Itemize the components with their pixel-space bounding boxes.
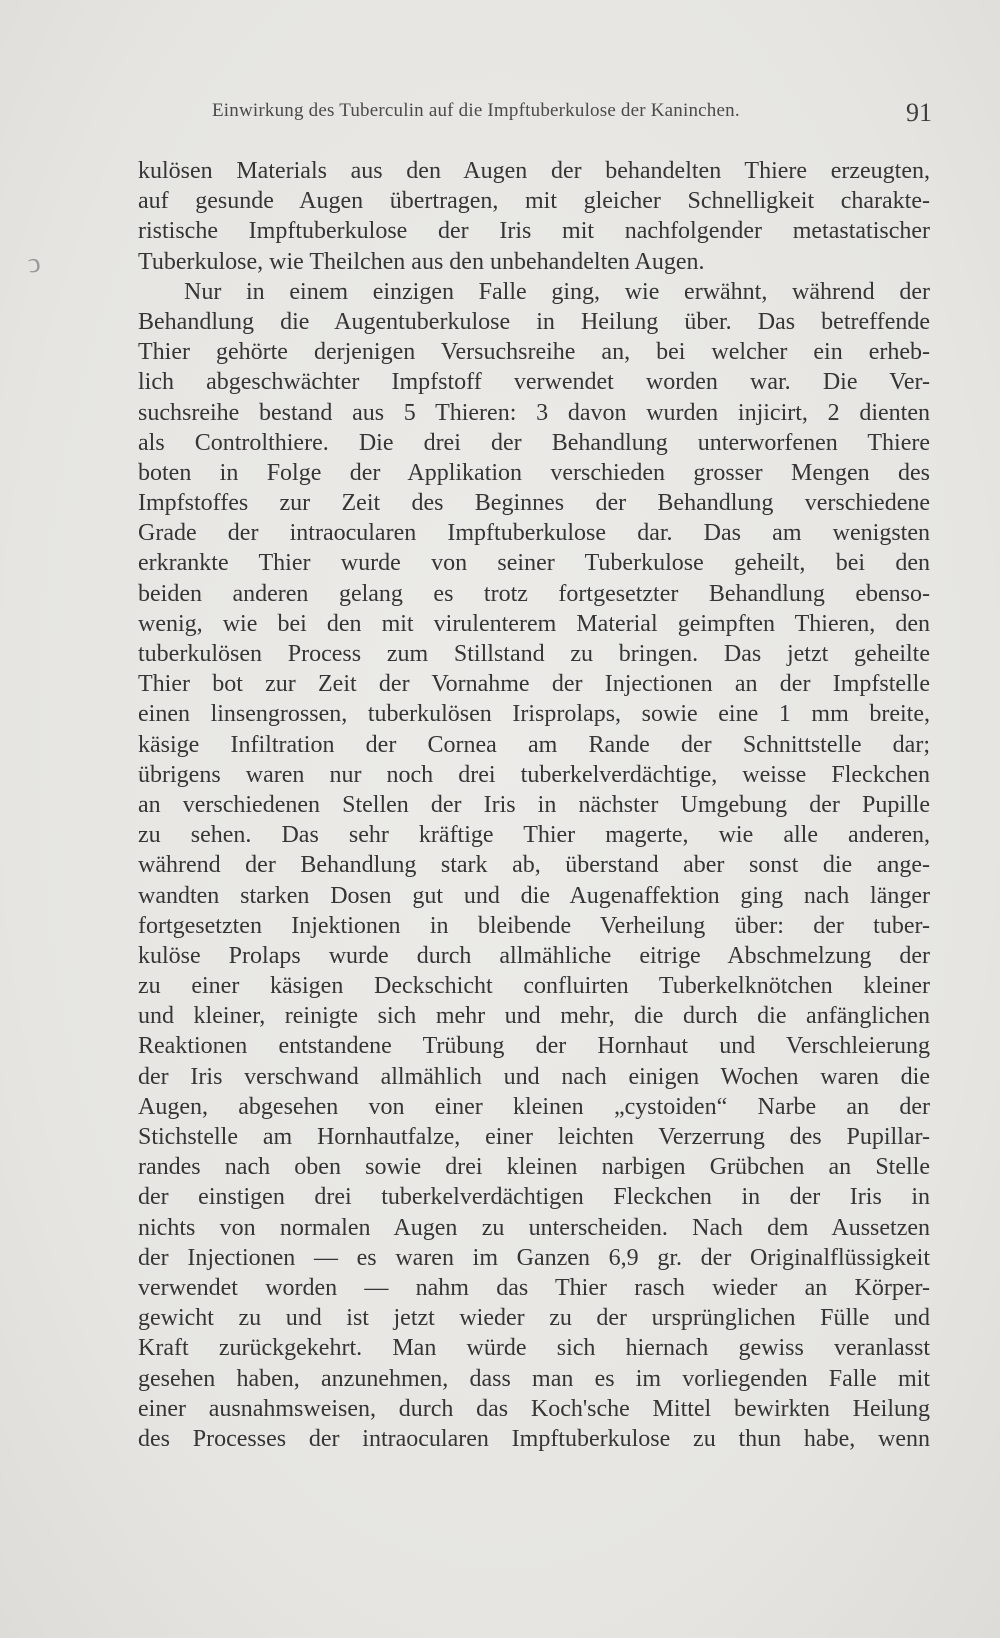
text-line: randes nach oben sowie drei kleinen narbigen Grübchen an Stelle: [138, 1154, 930, 1181]
text-line: ristische Impftuberkulose der Iris mit nachfolgender metastatischer: [138, 218, 930, 245]
running-title: Einwirkung des Tuberculin auf die Impftuberkulose der Kaninchen.: [212, 100, 740, 121]
text-line: des Processes der intraocularen Impftuberkulose zu thun habe, wenn: [138, 1425, 930, 1452]
text-line: als Controlthiere. Die drei der Behandlung unterworfenen Thiere: [138, 429, 930, 456]
text-line: auf gesunde Augen übertragen, mit gleicher Schnelligkeit charakte-: [138, 188, 930, 215]
text-line: einer ausnahmsweisen, durch das Koch'sche Mittel bewirkten Heilung: [138, 1395, 930, 1422]
text-line: Grade der intraocularen Impftuberkulose dar. Das am wenigsten: [138, 520, 930, 547]
page-header: [200, 96, 940, 136]
text-line: wenig, wie bei den mit virulenterem Material geimpften Thieren, den: [138, 610, 930, 637]
text-line: übrigens waren nur noch drei tuberkelverdächtige, weisse Fleckchen: [138, 761, 930, 788]
text-line: während der Behandlung stark ab, überstand aber sonst die ange-: [138, 852, 930, 879]
text-line: fortgesetzten Injektionen in bleibende Verheilung über: der tuber-: [138, 912, 930, 939]
text-line: tuberkulösen Process zum Stillstand zu bringen. Das jetzt geheilte: [138, 641, 930, 667]
page-number: 91: [906, 98, 932, 127]
text-line: Impfstoffes zur Zeit des Beginnes der Behandlung verschiedene: [138, 490, 930, 517]
body-text: [138, 156, 930, 1454]
text-line: nichts von normalen Augen zu unterscheiden. Nach dem Aussetzen: [138, 1214, 930, 1241]
text-line: zu einer käsigen Deckschicht confluirten Tuberkelknötchen kleiner: [138, 973, 930, 1000]
text-line: beiden anderen gelang es trotz fortgesetzter Behandlung ebenso-: [138, 580, 930, 607]
text-line: wandten starken Dosen gut und die Augenaffektion ging nach länger: [138, 882, 930, 909]
text-line: der Injectionen — es waren im Ganzen 6,9 gr. der Originalflüssigkeit: [138, 1244, 930, 1271]
text-line: Tuberkulose, wie Theilchen aus den unbehandelten Augen.: [138, 248, 705, 275]
text-line: Nur in einem einzigen Falle ging, wie erwähnt, während der: [184, 278, 930, 305]
text-line: suchsreihe bestand aus 5 Thieren: 3 davon wurden injicirt, 2 dienten: [138, 399, 930, 426]
text-line: der einstigen drei tuberkelverdächtigen Fleckchen in der Iris in: [138, 1184, 930, 1211]
margin-pencil-mark: ↄ: [25, 247, 43, 280]
text-line: Thier bot zur Zeit der Vornahme der Injectionen an der Impfstelle: [138, 671, 930, 698]
text-line: Kraft zurückgekehrt. Man würde sich hiernach gewiss veranlasst: [138, 1335, 930, 1362]
text-line: boten in Folge der Applikation verschieden grosser Mengen des: [138, 459, 930, 486]
text-line: der Iris verschwand allmählich und nach einigen Wochen waren die: [138, 1063, 930, 1090]
text-line: gewicht zu und ist jetzt wieder zu der ursprünglichen Fülle und: [138, 1305, 930, 1332]
text-line: Stichstelle am Hornhautfalze, einer leichten Verzerrung des Pupillar-: [138, 1124, 930, 1150]
text-line: gesehen haben, anzunehmen, dass man es im vorliegenden Falle mit: [138, 1365, 930, 1392]
text-line: verwendet worden — nahm das Thier rasch wieder an Körper-: [138, 1274, 930, 1301]
text-line: zu sehen. Das sehr kräftige Thier magerte, wie alle anderen,: [138, 822, 930, 849]
text-line: und kleiner, reinigte sich mehr und mehr, die durch die anfänglichen: [138, 1003, 930, 1030]
text-line: käsige Infiltration der Cornea am Rande der Schnittstelle dar;: [138, 731, 930, 758]
text-line: einen linsengrossen, tuberkulösen Irisprolaps, sowie eine 1 mm breite,: [138, 701, 930, 728]
text-line: Reaktionen entstandene Trübung der Hornhaut und Verschleierung: [138, 1033, 930, 1060]
text-line: Augen, abgesehen von einer kleinen „cystoiden“ Narbe an der: [138, 1093, 930, 1120]
text-line: Thier gehörte derjenigen Versuchsreihe an, bei welcher ein erheb-: [138, 339, 930, 366]
text-line: erkrankte Thier wurde von seiner Tuberkulose geheilt, bei den: [138, 550, 930, 577]
text-line: kulösen Materials aus den Augen der behandelten Thiere erzeugten,: [138, 158, 930, 184]
text-line: Behandlung die Augentuberkulose in Heilung über. Das betreffende: [138, 308, 930, 335]
text-line: kulöse Prolaps wurde durch allmähliche eitrige Abschmelzung der: [138, 942, 930, 969]
text-line: an verschiedenen Stellen der Iris in nächster Umgebung der Pupille: [138, 791, 930, 818]
text-line: lich abgeschwächter Impfstoff verwendet worden war. Die Ver-: [138, 369, 930, 396]
